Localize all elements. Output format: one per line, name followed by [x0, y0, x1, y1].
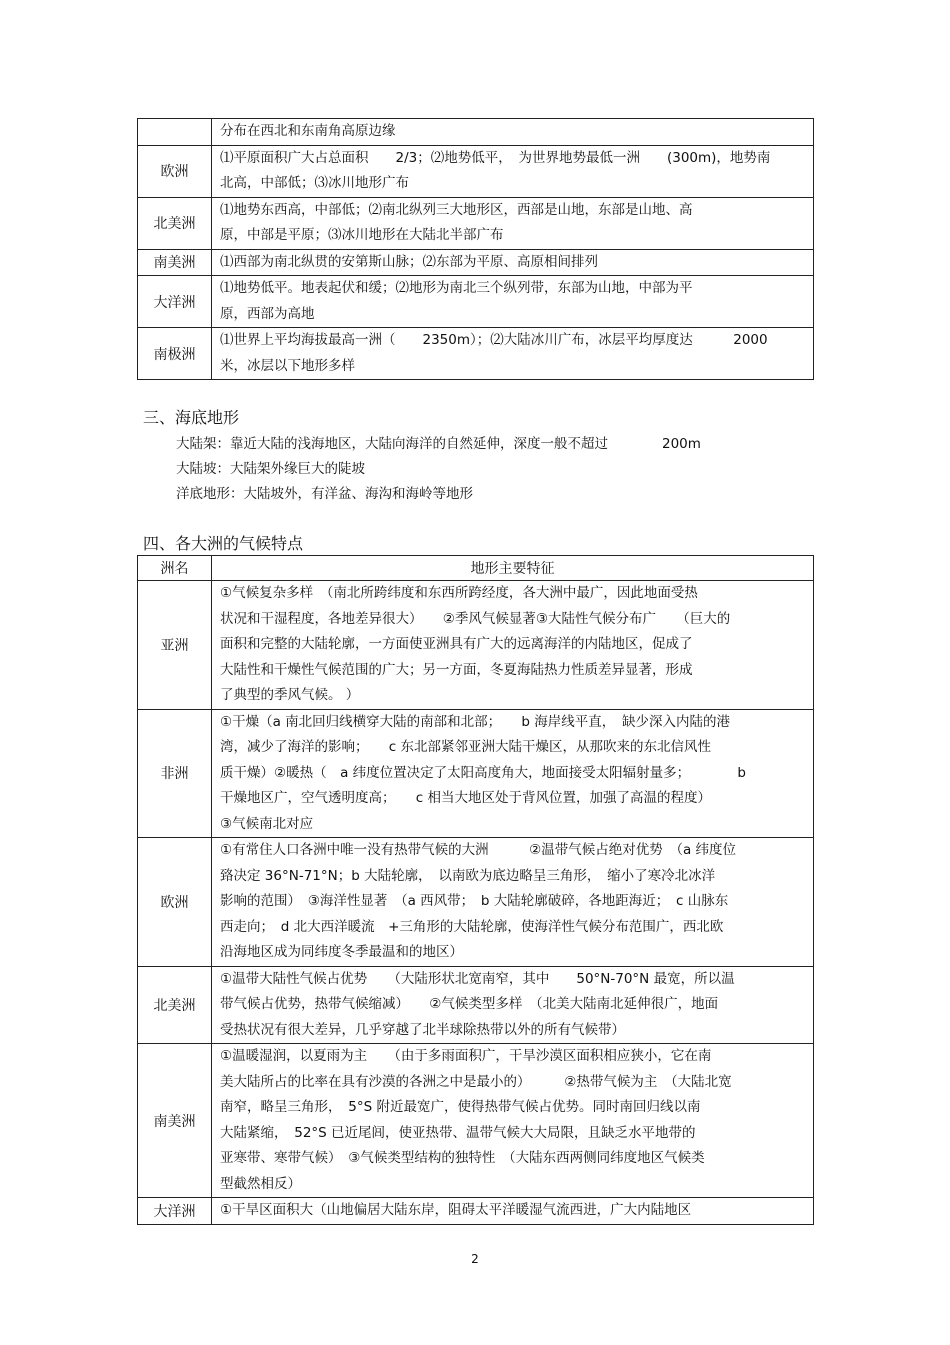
- description-line: 大陆性和干燥性气候范围的广大；另一方面，冬夏海陆热力性质差异显著，形成: [220, 661, 693, 678]
- description-line: 带气候占优势，热带气候缩减） ②气候类型多样 （北美大陆南北延伸很广，地面: [220, 996, 719, 1012]
- description-line: 了典型的季风气候。 ）: [220, 687, 360, 703]
- table-row: [138, 145, 814, 197]
- description-line: 北高，中部低；⑶冰川地形广布: [220, 175, 409, 191]
- table-row: [138, 328, 814, 380]
- description-line: 臵决定 36°N-71°N；b 大陆轮廓， 以南欧为底边略呈三角形， 缩小了寒冷北冰洋: [220, 867, 716, 884]
- continent-name: [138, 119, 212, 146]
- description-line: 湾，减少了海洋的影响； c 东北部紧邻亚洲大陆干燥区，从那吹来的东北信风性: [220, 739, 711, 755]
- continent-description: [212, 249, 814, 276]
- table-row: [138, 966, 814, 1044]
- header-features: 地形主要特征: [212, 556, 814, 581]
- continent-name: 亚洲: [138, 581, 212, 710]
- description-line: ①温暖湿润，以夏雨为主 （由于多雨面积广，干旱沙漠区面积相应狭小，它在南: [220, 1048, 712, 1064]
- table-row: [138, 276, 814, 328]
- table-row: [138, 838, 814, 967]
- description-line: ①干旱区面积大（山地偏居大陆东岸，阻碍太平洋暖湿气流西进，广大内陆地区: [220, 1202, 692, 1218]
- table-row: [138, 197, 814, 249]
- description-line: ⑴平原面积广大占总面积 2/3；⑵地势低平， 为世界地势最低一洲 (300m)，地势南: [220, 149, 771, 166]
- continent-description: [212, 119, 814, 146]
- continent-name: 南极洲: [138, 328, 212, 380]
- description-line: 原，西部为高地: [220, 305, 315, 322]
- description-line: 质干燥）②暖热（ a 纬度位置决定了太阳高度角大，地面接受太阳辐射量多； b: [220, 764, 746, 781]
- landform-table: [137, 118, 814, 380]
- continent-description: [212, 1044, 814, 1198]
- description-line: 型截然相反）: [220, 1175, 301, 1192]
- continent-description: [212, 197, 814, 249]
- description-line: 亚寒带、寒带气候） ③气候类型结构的独特性 （大陆东西两侧同纬度地区气候类: [220, 1150, 705, 1166]
- table-row: [138, 119, 814, 146]
- description-line: ⑴西部为南北纵贯的安第斯山脉；⑵东部为平原、高原相间排列: [220, 253, 598, 270]
- continent-name: 北美洲: [138, 197, 212, 249]
- description-line: 米，冰层以下地形多样: [220, 357, 355, 374]
- table-row: [138, 1044, 814, 1198]
- section-title-climate: 四、各大洲的气候特点: [143, 534, 304, 553]
- continent-name: 非洲: [138, 709, 212, 838]
- description-line: 面积和完整的大陆轮廓，一方面使亚洲具有广大的远离海洋的内陆地区，促成了: [220, 636, 693, 652]
- continent-description: [212, 581, 814, 710]
- continent-description: [212, 709, 814, 838]
- description-line: ①气候复杂多样 （南北所跨纬度和东西所跨经度，各大洲中最广，因此地面受热: [220, 585, 698, 601]
- continent-description: [212, 328, 814, 380]
- description-line: 干燥地区广，空气透明度高； c 相当大地区处于背风位置，加强了高温的程度）: [220, 790, 711, 806]
- continent-description: [212, 1198, 814, 1225]
- continent-name: 欧洲: [138, 145, 212, 197]
- continent-name: 北美洲: [138, 966, 212, 1044]
- continent-name: 大洋洲: [138, 1198, 212, 1225]
- continent-description: [212, 276, 814, 328]
- description-line: 受热状况有很大差异，几乎穿越了北半球除热带以外的所有气候带）: [220, 1021, 625, 1038]
- description-line: 原，中部是平原；⑶冰川地形在大陆北半部广布: [220, 227, 504, 243]
- table-row: [138, 709, 814, 838]
- description-line: ⑴地势低平。地表起伏和缓；⑵地形为南北三个纵列带，东部为山地，中部为平: [220, 280, 693, 296]
- continent-name: 南美洲: [138, 1044, 212, 1198]
- table-row: [138, 249, 814, 276]
- para-continental-shelf: 大陆架：靠近大陆的浅海地区，大陆向海洋的自然延伸，深度一般不超过 200m: [176, 436, 701, 452]
- continent-description: [212, 838, 814, 967]
- continent-name: 南美洲: [138, 249, 212, 276]
- climate-table: [137, 555, 814, 1225]
- description-line: 西走向； d 北大西洋暖流 +三角形的大陆轮廓，使海洋性气候分布范围广，西北欧: [220, 918, 724, 935]
- description-line: 美大陆所占的比率在具有沙漠的各洲之中是最小的） ②热带气候为主 （大陆北宽: [220, 1073, 732, 1090]
- continent-description: [212, 145, 814, 197]
- continent-description: [212, 966, 814, 1044]
- para-ocean-floor: 洋底地形：大陆坡外，有洋盆、海沟和海岭等地形: [176, 486, 473, 502]
- continent-name: 大洋洲: [138, 276, 212, 328]
- table-header-row: [138, 556, 814, 581]
- table-row: [138, 581, 814, 710]
- description-line: 南窄，略呈三角形， 5°S 附近最宽广，使得热带气候占优势。同时南回归线以南: [220, 1099, 701, 1115]
- description-line: 大陆紧缩， 52°S 已近尾闾，使亚热带、温带气候大大局限，且缺乏水平地带的: [220, 1124, 696, 1141]
- section-title-seafloor: 三、海底地形: [143, 408, 240, 427]
- page-number: 2: [471, 1252, 479, 1266]
- para-continental-slope: 大陆坡：大陆架外缘巨大的陡坡: [176, 461, 365, 477]
- description-line: ③气候南北对应: [220, 815, 314, 832]
- table-row: [138, 1198, 814, 1225]
- description-line: 影响的范围） ③海洋性显著 （a 西风带； b 大陆轮廓破碎，各地距海近； c 山脉东: [220, 893, 729, 909]
- description-line: 状况和干湿程度，各地差异很大） ②季风气候显著③大陆性气候分布广 （巨大的: [220, 610, 731, 627]
- description-line: ①温带大陆性气候占优势 （大陆形状北宽南窄，其中 50°N-70°N 最宽，所以温: [220, 970, 735, 987]
- description-line: 分布在西北和东南角高原边缘: [220, 123, 396, 139]
- description-line: 沿海地区成为同纬度冬季最温和的地区）: [220, 944, 463, 960]
- description-line: ⑴地势东西高，中部低；⑵南北纵列三大地形区，西部是山地，东部是山地、高: [220, 201, 693, 218]
- description-line: ①干燥（a 南北回归线横穿大陆的南部和北部； b 海岸线平直， 缺少深入内陆的港: [220, 713, 731, 730]
- header-continent: 洲名: [138, 556, 212, 581]
- continent-name: 欧洲: [138, 838, 212, 967]
- description-line: ⑴世界上平均海拔最高一洲（ 2350m）；⑵大陆冰川广布，冰层平均厚度达 2000: [220, 332, 768, 348]
- description-line: ①有常住人口各洲中唯一没有热带气候的大洲 ②温带气候占绝对优势 （a 纬度位: [220, 842, 737, 858]
